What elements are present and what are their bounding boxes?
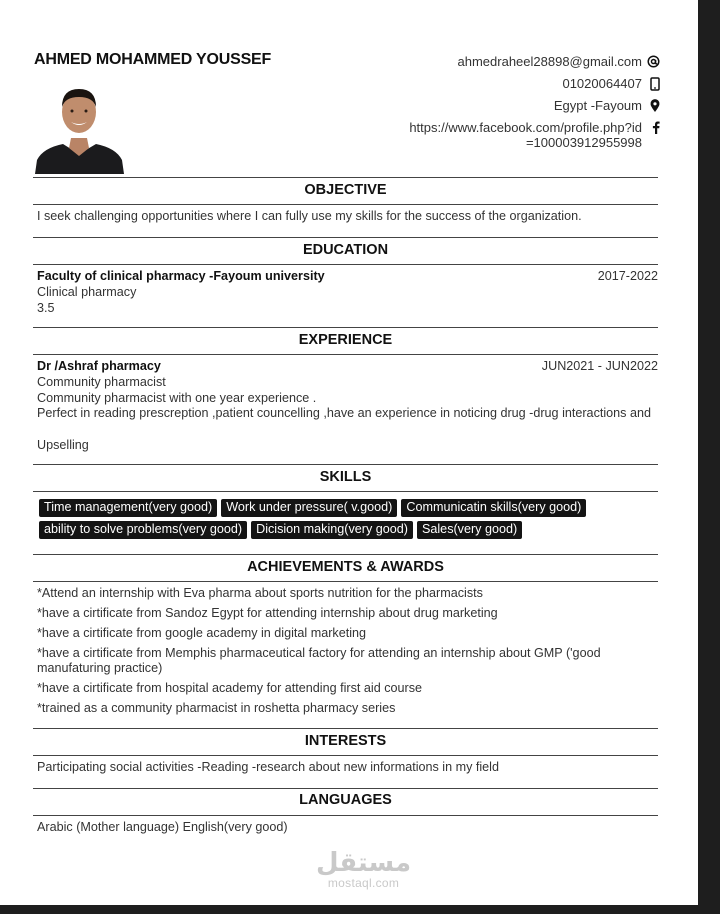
location-pin-icon [642, 98, 660, 113]
divider [33, 264, 658, 265]
interests-text: Participating social activities -Reading -research about new informations in my field [37, 760, 499, 774]
divider [33, 728, 658, 729]
experience-role: Community pharmacist [37, 375, 166, 389]
skill-chip: Work under pressure( v.good) [221, 499, 397, 517]
achievement-item: *have a cirtificate from Sandoz Egypt for attending internship about drug marketing [37, 606, 498, 620]
experience-entry [37, 359, 658, 374]
education-field: Clinical pharmacy [37, 285, 137, 299]
mostaql-watermark [316, 848, 411, 890]
watermark-latin: mostaql.com [327, 876, 400, 890]
divider [33, 755, 658, 756]
divider [33, 554, 658, 555]
facebook-row[interactable] [340, 120, 660, 150]
languages-heading: LANGUAGES [299, 792, 392, 808]
skills-list [39, 499, 639, 543]
education-heading: EDUCATION [302, 242, 389, 258]
divider [33, 204, 658, 205]
skill-chip: Dicision making(very good) [251, 521, 413, 539]
email-row[interactable] [340, 54, 660, 69]
achievement-item: *Attend an internship with Eva pharma about sports nutrition for the pharmacists [37, 586, 483, 600]
experience-dates: JUN2021 - JUN2022 [541, 359, 658, 373]
contact-info [340, 54, 660, 157]
skill-chip: Time management(very good) [39, 499, 217, 517]
divider [33, 354, 658, 355]
interests-heading: INTERESTS [304, 733, 387, 749]
skill-chip: Sales(very good) [417, 521, 522, 539]
education-entry [37, 269, 658, 284]
applicant-name: AHMED MOHAMMED YOUSSEF [34, 51, 272, 68]
achievement-item: *have a cirtificate from google academy in digital marketing [37, 626, 366, 640]
divider [33, 815, 658, 816]
location-row [340, 98, 660, 113]
skills-row [39, 521, 639, 539]
at-icon [642, 54, 660, 68]
skill-chip: Communicatin skills(very good) [401, 499, 586, 517]
divider [33, 327, 658, 328]
skill-chip: ability to solve problems(very good) [39, 521, 247, 539]
watermark-arabic: مستقل [316, 848, 412, 878]
experience-line: Upselling [37, 438, 89, 452]
divider [33, 464, 658, 465]
achievement-item: *have a cirtificate from Memphis pharmaceutical factory for attending an internship about GMP ('good manufaturing practice) [37, 646, 601, 675]
education-gpa: 3.5 [37, 301, 55, 315]
experience-heading: EXPERIENCE [298, 332, 393, 348]
skills-heading: SKILLS [319, 469, 372, 485]
skills-row [39, 499, 639, 517]
facebook-link[interactable]: https://www.facebook.com/profile.php?id=100003912955998 [409, 120, 642, 150]
experience-line: Community pharmacist with one year experience . [37, 391, 317, 405]
languages-text: Arabic (Mother language) English(very good) [37, 820, 288, 834]
divider [33, 237, 658, 238]
divider [33, 581, 658, 582]
location-text: Egypt -Fayoum [553, 98, 642, 113]
employer-name: Dr /Ashraf pharmacy [37, 359, 161, 373]
school-name: Faculty of clinical pharmacy -Fayoum university [37, 269, 325, 283]
profile-photo [35, 82, 124, 174]
achievements-list [37, 586, 662, 721]
achievement-item: *have a cirtificate from hospital academy for attending first aid course [37, 681, 422, 695]
divider [33, 491, 658, 492]
objective-heading: OBJECTIVE [304, 182, 387, 198]
phone-row[interactable] [340, 76, 660, 91]
phone-icon [642, 76, 660, 91]
education-years: 2017-2022 [597, 269, 658, 283]
phone-text[interactable]: 01020064407 [562, 76, 642, 91]
email-text[interactable]: ahmedraheel28898@gmail.com [457, 54, 642, 69]
facebook-icon [642, 120, 660, 134]
divider [33, 177, 658, 178]
achievement-item: *trained as a community pharmacist in roshetta pharmacy series [37, 701, 396, 715]
divider [33, 788, 658, 789]
achievements-heading: ACHIEVEMENTS & AWARDS [247, 559, 444, 575]
objective-text: I seek challenging opportunities where I can fully use my skills for the success of the organization. [37, 209, 582, 223]
experience-line: Perfect in reading prescreption ,patient councelling ,have an experience in noticing drug -drug interactions and [37, 406, 651, 420]
